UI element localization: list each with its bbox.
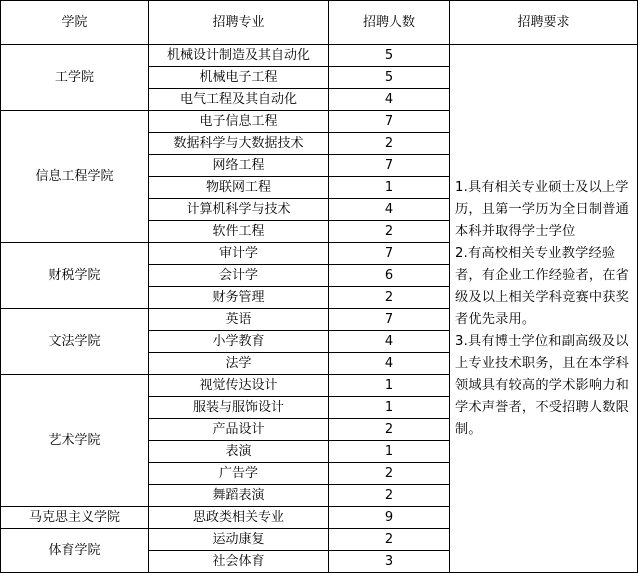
major-cell: 电气工程及其自动化: [149, 89, 329, 111]
major-cell: 计算机科学与技术: [149, 199, 329, 221]
count-cell: 1: [329, 397, 450, 419]
college-cell: 体育学院: [1, 529, 149, 573]
count-cell: 4: [329, 199, 450, 221]
college-cell: 文法学院: [1, 309, 149, 375]
major-cell: 网络工程: [149, 155, 329, 177]
count-cell: 2: [329, 463, 450, 485]
header-row: [1, 1, 638, 45]
count-cell: 3: [329, 551, 450, 573]
count-cell: 5: [329, 67, 450, 89]
major-cell: 运动康复: [149, 529, 329, 551]
table-row: [1, 45, 638, 67]
college-cell: 信息工程学院: [1, 111, 149, 243]
major-cell: 社会体育: [149, 551, 329, 573]
major-cell: 软件工程: [149, 221, 329, 243]
major-cell: 产品设计: [149, 419, 329, 441]
major-cell: 会计学: [149, 265, 329, 287]
count-cell: 4: [329, 331, 450, 353]
count-cell: 2: [329, 529, 450, 551]
college-cell: 财税学院: [1, 243, 149, 309]
count-cell: 7: [329, 243, 450, 265]
count-cell: 2: [329, 485, 450, 507]
major-cell: 电子信息工程: [149, 111, 329, 133]
count-cell: 1: [329, 375, 450, 397]
major-cell: 表演: [149, 441, 329, 463]
count-cell: 2: [329, 221, 450, 243]
major-cell: 物联网工程: [149, 177, 329, 199]
count-cell: 2: [329, 133, 450, 155]
table-body: [1, 45, 638, 573]
requirement-item: 2.有高校相关专业教学经验者，有企业工作经验者，在省级及以上相关学科竞赛中获奖者优先录用。: [455, 245, 630, 327]
major-cell: 广告学: [149, 463, 329, 485]
count-cell: 7: [329, 309, 450, 331]
count-cell: 2: [329, 419, 450, 441]
count-cell: 2: [329, 287, 450, 309]
count-cell: 6: [329, 265, 450, 287]
header-count: 招聘人数: [329, 1, 450, 45]
major-cell: 法学: [149, 353, 329, 375]
header-college: 学院: [1, 1, 149, 45]
college-cell: 马克思主义学院: [1, 507, 149, 529]
count-cell: 1: [329, 177, 450, 199]
count-cell: 5: [329, 45, 450, 67]
requirements-cell: [450, 45, 638, 573]
major-cell: 机械电子工程: [149, 67, 329, 89]
major-cell: 财务管理: [149, 287, 329, 309]
major-cell: 服装与服饰设计: [149, 397, 329, 419]
college-cell: 工学院: [1, 45, 149, 111]
major-cell: 英语: [149, 309, 329, 331]
major-cell: 机械设计制造及其自动化: [149, 45, 329, 67]
college-cell: 艺术学院: [1, 375, 149, 507]
header-requirements: 招聘要求: [450, 1, 638, 45]
count-cell: 9: [329, 507, 450, 529]
major-cell: 审计学: [149, 243, 329, 265]
header-major: 招聘专业: [149, 1, 329, 45]
major-cell: 视觉传达设计: [149, 375, 329, 397]
requirement-item: 1.具有相关专业硕士及以上学历，且第一学历为全日制普通本科并取得学士学位: [455, 179, 630, 239]
count-cell: 7: [329, 155, 450, 177]
major-cell: 数据科学与大数据技术: [149, 133, 329, 155]
count-cell: 4: [329, 353, 450, 375]
major-cell: 思政类相关专业: [149, 507, 329, 529]
major-cell: 小学教育: [149, 331, 329, 353]
count-cell: 1: [329, 441, 450, 463]
major-cell: 舞蹈表演: [149, 485, 329, 507]
count-cell: 4: [329, 89, 450, 111]
count-cell: 7: [329, 111, 450, 133]
requirement-item: 3.具有博士学位和副高级及以上专业技术职务，且在本学科领域具有较高的学术影响力和学术声誉者，不受招聘人数限制。: [455, 333, 630, 437]
